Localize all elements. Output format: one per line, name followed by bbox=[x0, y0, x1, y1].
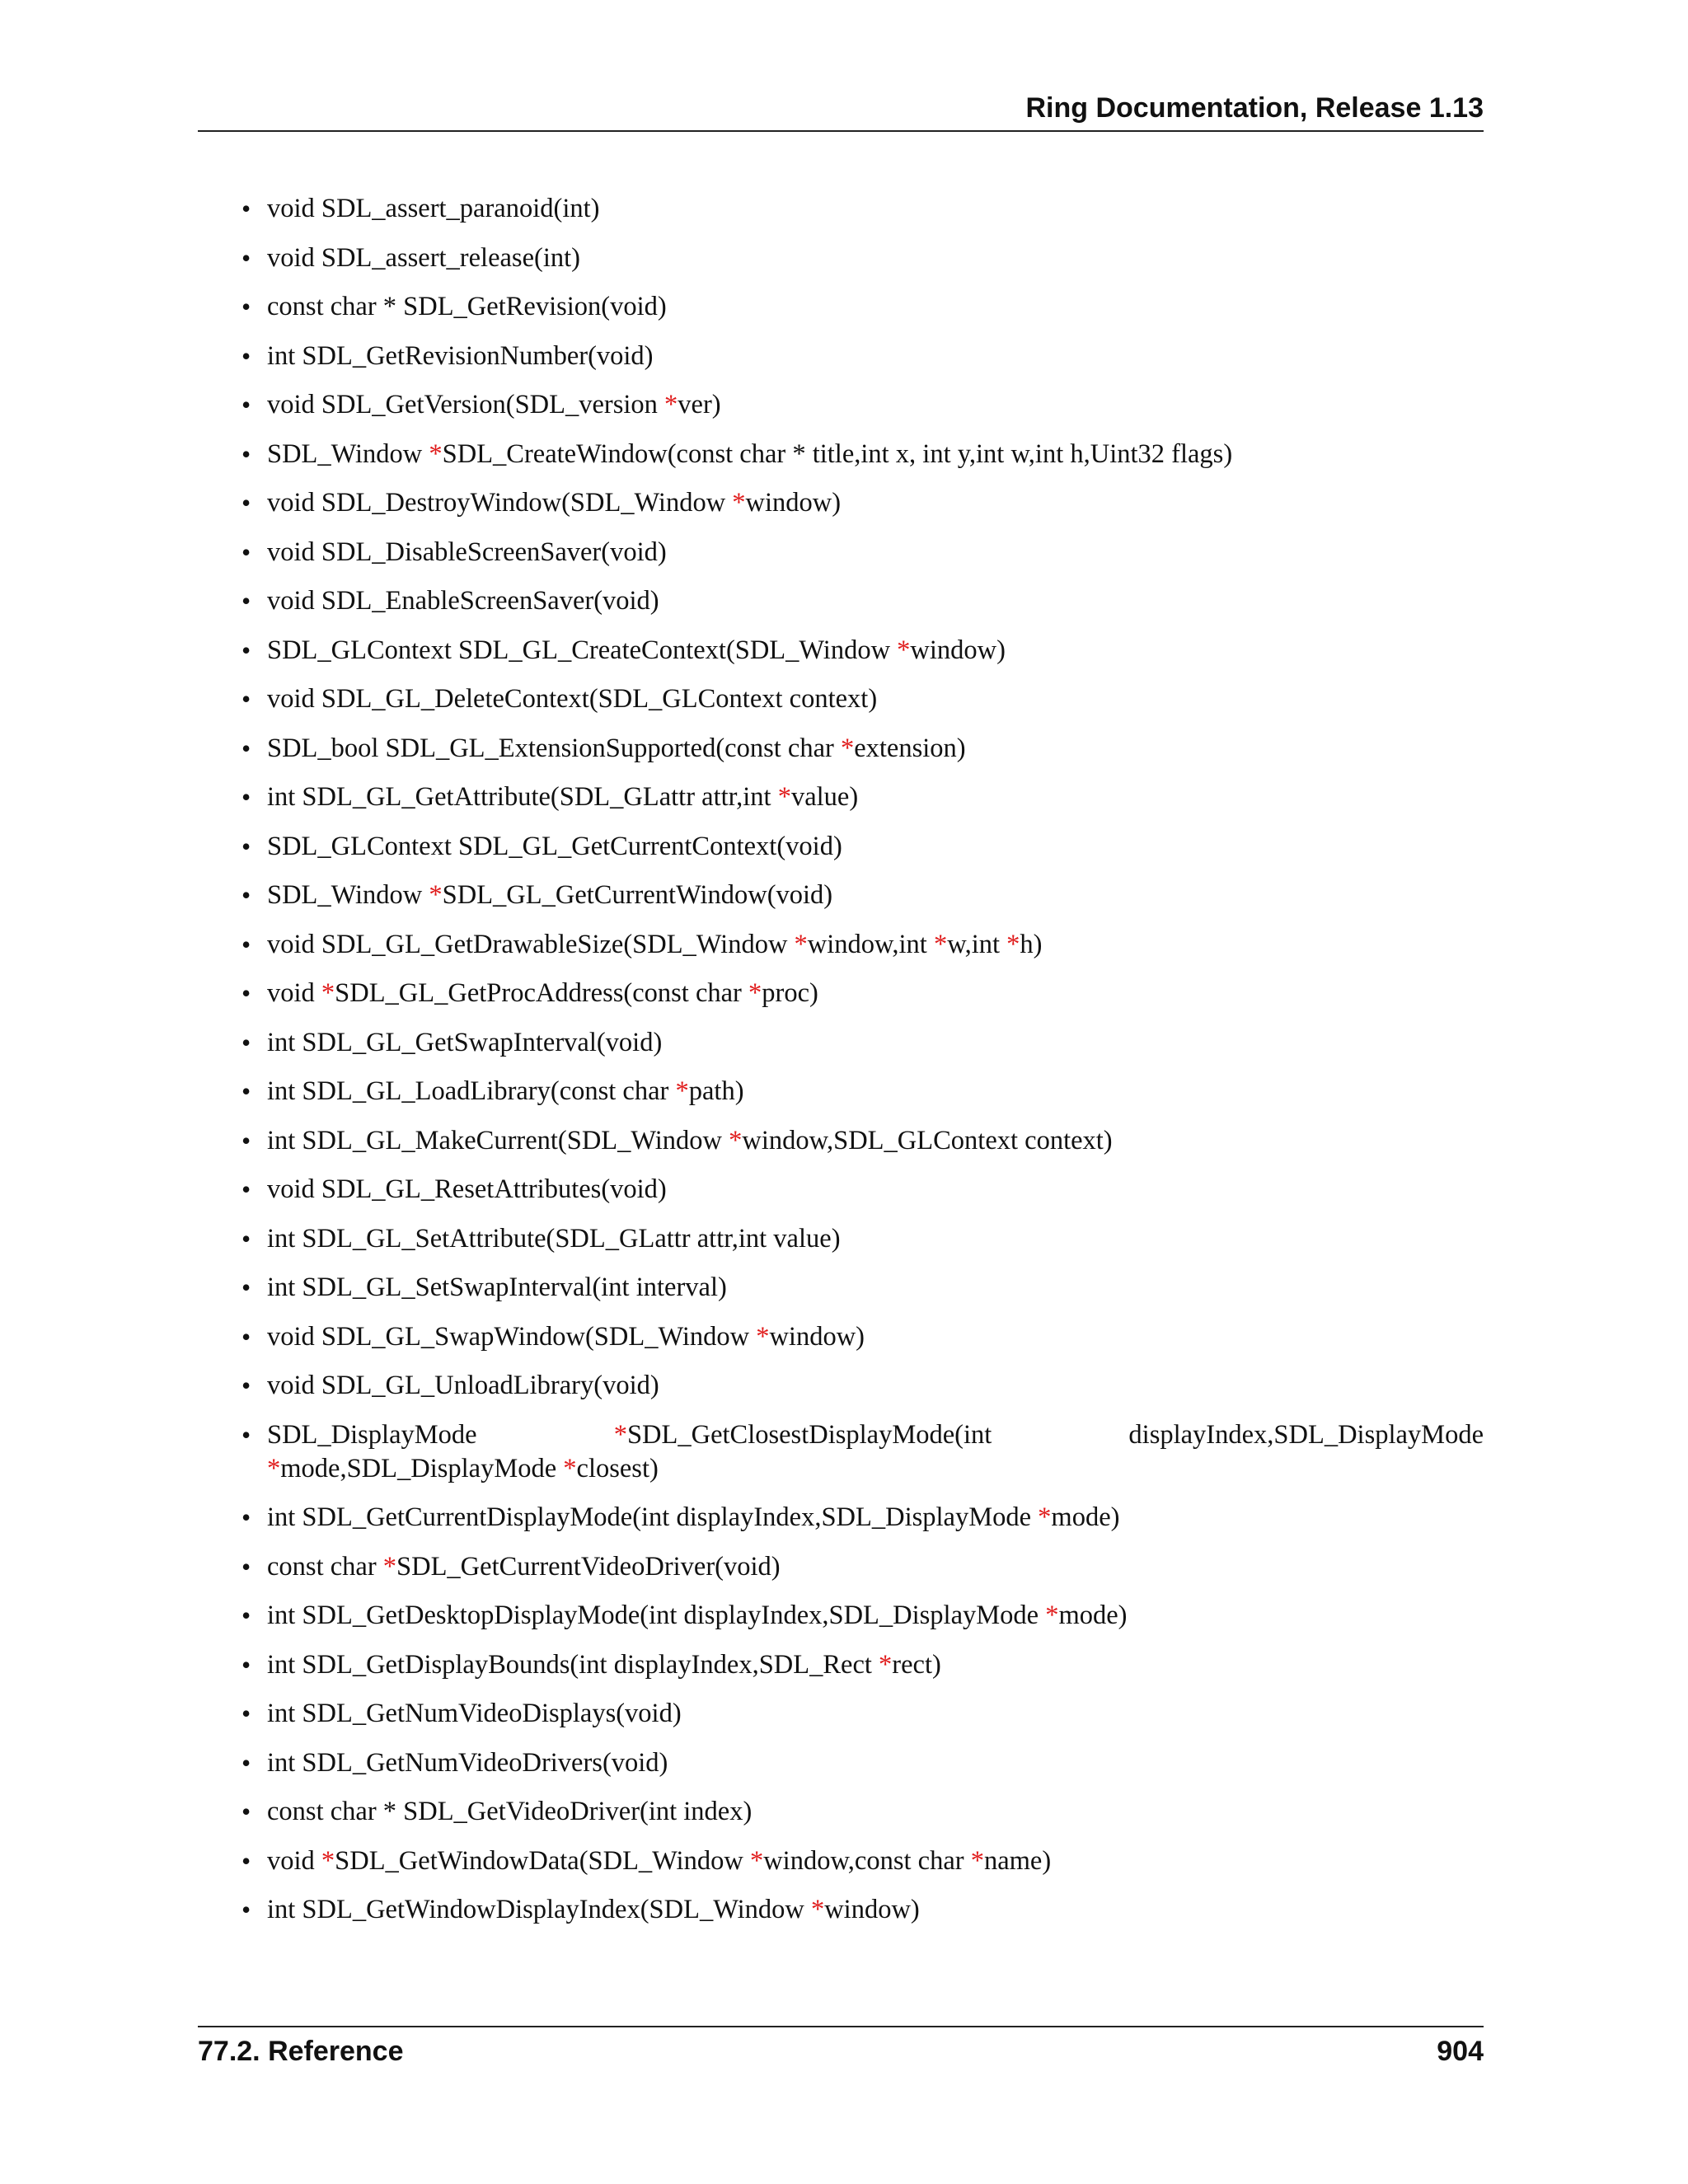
pointer-star: * bbox=[664, 390, 678, 419]
function-signature bbox=[198, 1320, 1484, 1354]
function-signature bbox=[198, 1648, 1484, 1682]
pointer-star: * bbox=[613, 1419, 627, 1450]
signature-text: window) bbox=[910, 635, 1006, 665]
function-signature bbox=[198, 830, 1484, 864]
function-signature bbox=[198, 486, 1484, 520]
pointer-star: * bbox=[382, 1551, 397, 1582]
function-signature bbox=[198, 1026, 1484, 1060]
signature-text: int SDL_GetNumVideoDrivers(void) bbox=[267, 1747, 668, 1778]
function-signature bbox=[198, 780, 1484, 814]
page-header bbox=[198, 89, 1484, 132]
signature-text: void SDL_GL_SwapWindow(SDL_Window bbox=[267, 1321, 757, 1352]
function-signature bbox=[198, 682, 1484, 716]
signature-text: int SDL_GL_MakeCurrent(SDL_Window bbox=[267, 1125, 729, 1155]
signature-text: void SDL_EnableScreenSaver(void) bbox=[267, 586, 659, 616]
signature-text: path) bbox=[688, 1076, 744, 1106]
signature-text: void SDL_assert_release(int) bbox=[267, 242, 580, 273]
signature-text: int SDL_GetNumVideoDisplays(void) bbox=[267, 1699, 682, 1728]
signature-text: mode) bbox=[1058, 1601, 1128, 1630]
pointer-star: * bbox=[879, 1649, 893, 1680]
signature-text: void SDL_GetVersion(SDL_version bbox=[267, 390, 665, 419]
signature-text: name) bbox=[983, 1845, 1052, 1876]
signature-text: extension) bbox=[854, 733, 966, 763]
pointer-star: * bbox=[267, 1453, 281, 1483]
signature-text: int SDL_GetCurrentDisplayMode(int displayIndex,SDL_DisplayMode bbox=[267, 1502, 1039, 1532]
function-signature bbox=[198, 1501, 1484, 1535]
signature-text: int SDL_GetDisplayBounds(int displayIndex,SDL_Rect bbox=[267, 1649, 879, 1680]
pointer-star: * bbox=[429, 880, 443, 910]
signature-text: void bbox=[267, 1845, 321, 1876]
pointer-star: * bbox=[1038, 1502, 1052, 1532]
signature-text: const char * SDL_GetRevision(void) bbox=[267, 292, 667, 321]
signature-text: closest) bbox=[576, 1453, 659, 1483]
signature-text: int SDL_GL_LoadLibrary(const char bbox=[267, 1076, 676, 1106]
signature-text: SDL_GetWindowData(SDL_Window bbox=[335, 1845, 750, 1876]
signature-text: void bbox=[267, 978, 321, 1008]
function-signature bbox=[198, 340, 1484, 373]
function-signature bbox=[198, 1893, 1484, 1927]
signature-text: mode,SDL_DisplayMode bbox=[280, 1453, 564, 1483]
page-number: 904 bbox=[1437, 2036, 1484, 2067]
signature-text: h) bbox=[1020, 929, 1043, 959]
pointer-star: * bbox=[794, 929, 808, 959]
signature-text: int SDL_GetRevisionNumber(void) bbox=[267, 340, 654, 371]
pointer-star: * bbox=[933, 929, 948, 959]
pointer-star: * bbox=[1006, 929, 1020, 959]
signature-text: SDL_GLContext SDL_GL_CreateContext(SDL_Window bbox=[267, 635, 898, 665]
signature-text: SDL_GL_GetProcAddress(const char bbox=[335, 978, 748, 1008]
function-signature bbox=[198, 1418, 1484, 1486]
pointer-star: * bbox=[777, 782, 791, 812]
signature-text: int SDL_GL_SetSwapInterval(int interval) bbox=[267, 1272, 727, 1302]
pointer-star: * bbox=[321, 978, 335, 1008]
signature-text: void SDL_GL_GetDrawableSize(SDL_Window bbox=[267, 929, 795, 959]
pointer-star: * bbox=[429, 438, 443, 469]
signature-text: SDL_CreateWindow(const char * title,int x, int y,int w,int h,Uint32 flags) bbox=[442, 438, 1233, 469]
pointer-star: * bbox=[749, 1845, 764, 1876]
signature-text: void SDL_DisableScreenSaver(void) bbox=[267, 537, 667, 567]
function-signature bbox=[198, 438, 1484, 471]
signature-text: SDL_GLContext SDL_GL_GetCurrentContext(void) bbox=[267, 831, 842, 861]
pointer-star: * bbox=[563, 1453, 577, 1483]
signature-text: window) bbox=[745, 488, 842, 518]
function-signature bbox=[198, 1795, 1484, 1829]
signature-text: rect) bbox=[892, 1649, 941, 1680]
signature-text: SDL_GL_GetCurrentWindow(void) bbox=[442, 880, 833, 910]
signature-text: value) bbox=[790, 782, 859, 812]
function-signature bbox=[198, 584, 1484, 618]
signature-text: void SDL_GL_ResetAttributes(void) bbox=[267, 1174, 667, 1204]
signature-text: ver) bbox=[678, 390, 721, 419]
function-signature bbox=[198, 732, 1484, 766]
signature-text: int SDL_GetWindowDisplayIndex(SDL_Window bbox=[267, 1895, 811, 1924]
signature-text: int SDL_GL_SetAttribute(SDL_GLattr attr,int value) bbox=[267, 1223, 841, 1254]
signature-text: mode) bbox=[1051, 1502, 1120, 1532]
reference-content bbox=[198, 192, 1484, 1943]
signature-text: SDL_Window bbox=[267, 880, 429, 910]
function-signature bbox=[198, 1369, 1484, 1403]
signature-text: window) bbox=[824, 1895, 920, 1924]
signature-text: SDL_bool SDL_GL_ExtensionSupported(const char bbox=[267, 733, 841, 763]
pointer-star: * bbox=[810, 1895, 825, 1924]
signature-text: SDL_Window bbox=[267, 438, 429, 469]
function-signature bbox=[198, 1746, 1484, 1780]
function-signature bbox=[198, 1271, 1484, 1305]
pointer-star: * bbox=[1045, 1601, 1059, 1630]
function-signature bbox=[198, 1173, 1484, 1207]
function-signature bbox=[198, 1844, 1484, 1878]
signature-text: window,SDL_GLContext context) bbox=[742, 1125, 1113, 1155]
function-signature bbox=[198, 928, 1484, 962]
signature-text: void SDL_GL_UnloadLibrary(void) bbox=[267, 1371, 659, 1400]
document-title: Ring Documentation, Release 1.13 bbox=[1025, 92, 1484, 124]
signature-text: const char * SDL_GetVideoDriver(int index) bbox=[267, 1797, 753, 1826]
signature-text: const char bbox=[267, 1551, 383, 1582]
pointer-star: * bbox=[729, 1125, 743, 1155]
signature-text: SDL_GetClosestDisplayMode(int displayIndex,SDL_DisplayMode bbox=[626, 1419, 1484, 1450]
section-label: 77.2. Reference bbox=[198, 2036, 404, 2067]
signature-text: int SDL_GL_GetAttribute(SDL_GLattr attr,int bbox=[267, 782, 778, 812]
pointer-star: * bbox=[756, 1321, 770, 1352]
function-signature bbox=[198, 1075, 1484, 1108]
function-signature bbox=[198, 977, 1484, 1010]
signature-text: window,const char bbox=[763, 1845, 971, 1876]
pointer-star: * bbox=[321, 1845, 335, 1876]
signature-text: void SDL_GL_DeleteContext(SDL_GLContext context) bbox=[267, 684, 878, 714]
signature-text: window,int bbox=[807, 929, 934, 959]
function-signature bbox=[198, 1599, 1484, 1633]
function-signature bbox=[198, 1222, 1484, 1256]
pointer-star: * bbox=[840, 733, 855, 763]
signature-text: SDL_DisplayMode bbox=[267, 1419, 614, 1450]
signature-text: int SDL_GL_GetSwapInterval(void) bbox=[267, 1027, 663, 1057]
function-signature bbox=[198, 241, 1484, 275]
function-list bbox=[198, 192, 1484, 1927]
function-signature bbox=[198, 1697, 1484, 1731]
pointer-star: * bbox=[748, 978, 762, 1008]
function-signature bbox=[198, 634, 1484, 668]
page-footer bbox=[198, 2026, 1484, 2077]
signature-text: SDL_GetCurrentVideoDriver(void) bbox=[396, 1551, 781, 1582]
signature-text: w,int bbox=[947, 929, 1007, 959]
function-signature bbox=[198, 879, 1484, 912]
signature-text: void SDL_DestroyWindow(SDL_Window bbox=[267, 488, 733, 518]
signature-text: void SDL_assert_paranoid(int) bbox=[267, 194, 600, 223]
signature-text: proc) bbox=[762, 978, 818, 1008]
function-signature bbox=[198, 1550, 1484, 1584]
function-signature bbox=[198, 192, 1484, 226]
function-signature bbox=[198, 536, 1484, 569]
function-signature bbox=[198, 1124, 1484, 1158]
pointer-star: * bbox=[970, 1845, 984, 1876]
signature-text: window) bbox=[769, 1321, 865, 1352]
function-signature bbox=[198, 388, 1484, 422]
pointer-star: * bbox=[675, 1076, 689, 1106]
signature-text: int SDL_GetDesktopDisplayMode(int displayIndex,SDL_DisplayMode bbox=[267, 1601, 1046, 1630]
pointer-star: * bbox=[732, 488, 746, 518]
pointer-star: * bbox=[897, 635, 911, 665]
function-signature bbox=[198, 290, 1484, 324]
